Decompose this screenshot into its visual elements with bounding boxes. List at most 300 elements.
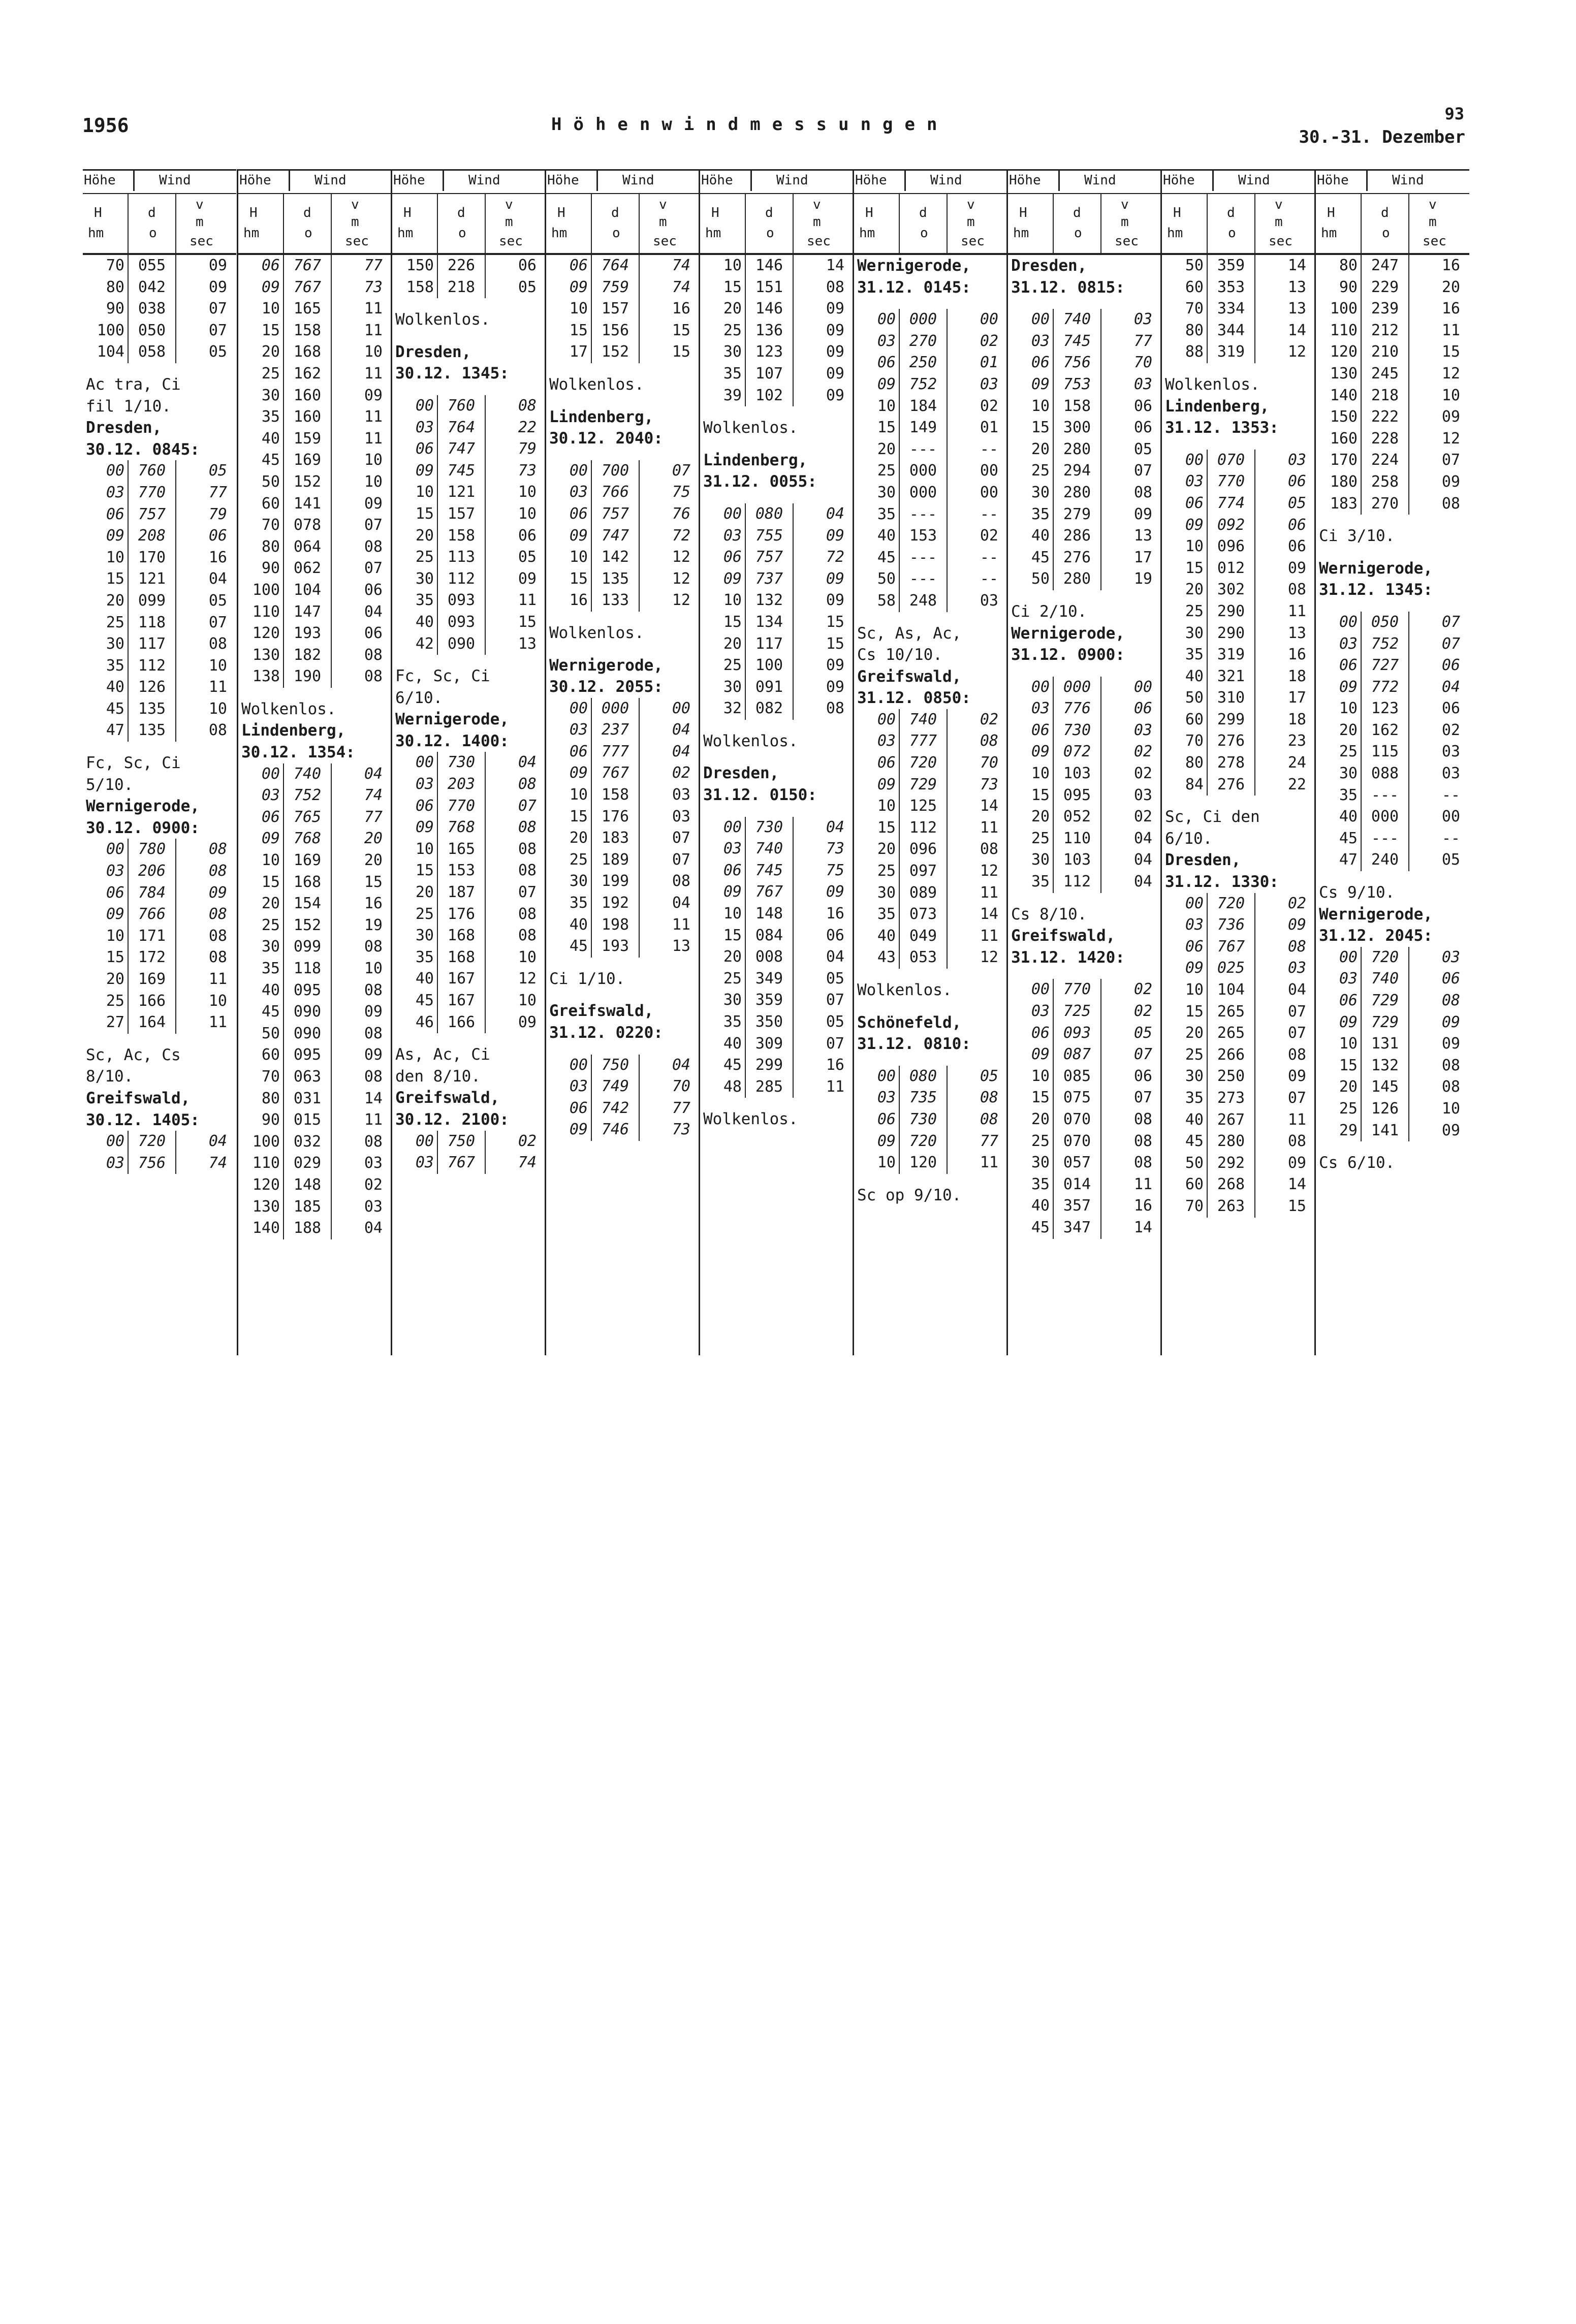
speed-cell: -- xyxy=(1441,786,1460,804)
height-cell: 25 xyxy=(106,992,124,1010)
table-row xyxy=(1162,1044,1315,1066)
speed-cell: -- xyxy=(1441,829,1460,847)
spacer-row xyxy=(700,806,854,817)
height-cell: 00 xyxy=(723,504,742,523)
header-m: m xyxy=(196,214,204,230)
speed-cell: 07 xyxy=(1287,1089,1306,1107)
speed-cell: 73 xyxy=(826,840,844,858)
table-row xyxy=(1162,558,1315,580)
spacer-row xyxy=(1162,363,1315,374)
speed-cell: 73 xyxy=(364,278,383,296)
speed-cell: 08 xyxy=(518,840,537,858)
speed-cell: 00 xyxy=(1133,678,1152,696)
table-row xyxy=(238,872,392,894)
table-row xyxy=(1008,547,1161,569)
direction-cell: 132 xyxy=(745,590,794,612)
header-hm: hm xyxy=(705,226,721,241)
table-row xyxy=(238,558,392,580)
speed-cell: 16 xyxy=(208,548,227,566)
direction-cell: 103 xyxy=(1053,763,1101,785)
direction-cell: 182 xyxy=(283,645,332,666)
table-row xyxy=(1008,741,1161,763)
direction-cell: 062 xyxy=(283,558,332,580)
table-row xyxy=(1316,968,1469,990)
speed-cell: 11 xyxy=(364,364,383,383)
height-cell: 09 xyxy=(1031,743,1050,761)
speed-cell: 00 xyxy=(980,310,998,329)
table-row xyxy=(546,482,700,503)
station-heading: Wernigerode, xyxy=(1319,559,1433,578)
direction-cell: 192 xyxy=(591,893,640,914)
table-row xyxy=(238,1066,392,1088)
direction-cell: 064 xyxy=(283,536,332,558)
speed-cell: 14 xyxy=(1287,321,1306,339)
table-row xyxy=(854,568,1007,590)
table-row xyxy=(700,946,854,968)
speed-cell: 15 xyxy=(364,873,383,891)
spacer-row xyxy=(854,612,1007,623)
table-row xyxy=(854,904,1007,926)
direction-cell: 162 xyxy=(283,363,332,385)
speed-cell: 07 xyxy=(672,829,690,847)
table-row xyxy=(83,633,236,655)
station-heading: 30.12. 0845: xyxy=(86,440,200,459)
table-row xyxy=(1316,1033,1469,1055)
height-cell: 10 xyxy=(1031,1067,1050,1085)
height-cell: 150 xyxy=(406,257,434,274)
wind-measurement-table xyxy=(83,169,1467,1355)
height-cell: 00 xyxy=(723,818,742,836)
height-cell: 09 xyxy=(106,527,124,545)
height-cell: 170 xyxy=(1330,451,1358,469)
height-cell: 03 xyxy=(569,1077,588,1096)
height-cell: 20 xyxy=(261,895,280,913)
header-H: H xyxy=(1019,205,1027,220)
speed-cell: 08 xyxy=(364,1132,383,1151)
speed-cell: 13 xyxy=(1133,527,1152,545)
table-row xyxy=(238,601,392,623)
height-cell: 20 xyxy=(1339,721,1358,739)
direction-cell: 749 xyxy=(591,1076,640,1098)
height-cell: 100 xyxy=(97,321,124,339)
speed-cell: 10 xyxy=(364,451,383,469)
speed-cell: 16 xyxy=(364,895,383,913)
speed-cell: 09 xyxy=(1133,505,1152,523)
speed-cell: 77 xyxy=(980,1132,998,1150)
speed-cell: 11 xyxy=(208,970,227,988)
spacer-row xyxy=(1316,547,1469,558)
header-deg: o xyxy=(1382,226,1390,241)
table-row xyxy=(1162,1023,1315,1044)
table-row xyxy=(392,904,546,926)
table-row xyxy=(854,1109,1007,1131)
direction-cell: 134 xyxy=(745,612,794,633)
table-row xyxy=(546,719,700,741)
direction-cell: 353 xyxy=(1207,277,1255,299)
direction-cell: 032 xyxy=(283,1131,332,1153)
direction-cell: 742 xyxy=(591,1098,640,1120)
table-row xyxy=(1316,849,1469,871)
direction-cell: 736 xyxy=(1207,914,1255,936)
table-row xyxy=(238,1023,392,1045)
height-cell: 84 xyxy=(1185,775,1204,793)
height-cell: 09 xyxy=(261,830,280,848)
speed-cell: 16 xyxy=(826,905,844,923)
table-row xyxy=(700,968,854,990)
speed-cell: 16 xyxy=(1133,1197,1152,1215)
height-cell: 48 xyxy=(723,1077,742,1096)
station-heading: Wernigerode, xyxy=(857,257,971,275)
spacer-row xyxy=(1008,968,1161,979)
direction-cell: 099 xyxy=(128,590,176,612)
speed-cell: 79 xyxy=(518,440,537,458)
direction-cell: 720 xyxy=(1361,947,1409,969)
spacer-row xyxy=(1008,666,1161,677)
table-row xyxy=(1162,774,1315,796)
direction-cell: 750 xyxy=(591,1055,640,1076)
table-row xyxy=(1162,1066,1315,1088)
speed-cell: 09 xyxy=(1287,916,1306,934)
direction-cell: 764 xyxy=(591,255,640,277)
speed-cell: 08 xyxy=(208,905,227,924)
table-row xyxy=(1008,1131,1161,1153)
direction-cell: 088 xyxy=(1361,763,1409,785)
height-cell: 29 xyxy=(1339,1121,1358,1139)
speed-cell: 10 xyxy=(364,343,383,361)
table-row xyxy=(854,309,1007,331)
direction-cell: 118 xyxy=(128,612,176,634)
station-heading: 31.12. 0850: xyxy=(857,689,971,708)
height-cell: 40 xyxy=(1339,808,1358,826)
direction-cell: 768 xyxy=(283,828,332,850)
direction-cell: 168 xyxy=(283,872,332,894)
direction-cell: 096 xyxy=(899,839,948,861)
table-row xyxy=(1162,515,1315,536)
table-row xyxy=(392,774,546,795)
speed-cell: 06 xyxy=(1441,699,1460,718)
direction-cell: 112 xyxy=(128,655,176,677)
header-H: H xyxy=(711,205,719,220)
table-row xyxy=(238,958,392,980)
direction-cell: 167 xyxy=(437,968,486,990)
height-cell: 15 xyxy=(569,321,588,339)
header-divider xyxy=(1207,194,1208,253)
speed-cell: 08 xyxy=(208,840,227,858)
height-cell: 50 xyxy=(1185,257,1204,274)
table-row xyxy=(83,947,236,969)
cloud-note: Cs 6/10. xyxy=(1319,1154,1395,1172)
header-divider xyxy=(1254,194,1255,253)
station-heading: 30.12. 1400: xyxy=(395,731,509,750)
direction-cell: 095 xyxy=(1053,785,1101,807)
height-cell: 06 xyxy=(569,1099,588,1117)
speed-cell: 11 xyxy=(672,915,690,934)
direction-cell: 104 xyxy=(283,580,332,601)
speed-cell: 77 xyxy=(364,257,383,274)
table-row xyxy=(854,947,1007,969)
speed-cell: 05 xyxy=(1287,494,1306,512)
direction-cell: 146 xyxy=(745,298,794,320)
height-cell: 100 xyxy=(252,1132,280,1151)
header-m: m xyxy=(351,214,359,230)
height-cell: 15 xyxy=(1031,419,1050,437)
cloud-note: den 8/10. xyxy=(395,1067,481,1086)
spacer-row xyxy=(1008,298,1161,309)
table-row xyxy=(238,807,392,829)
direction-cell: 089 xyxy=(899,882,948,904)
spacer-row xyxy=(83,742,236,752)
speed-cell: 09 xyxy=(826,300,844,318)
speed-cell: 11 xyxy=(364,408,383,426)
table-row xyxy=(392,417,546,439)
height-cell: 10 xyxy=(1185,537,1204,556)
table-row xyxy=(854,752,1007,774)
cloud-note: Cs 10/10. xyxy=(857,646,942,664)
cloud-note: Wolkenlos. xyxy=(1165,375,1260,394)
spacer-row xyxy=(546,1044,700,1055)
height-cell: 46 xyxy=(415,1013,434,1031)
direction-cell: 349 xyxy=(745,968,794,990)
speed-cell: 03 xyxy=(364,1197,383,1216)
height-cell: 40 xyxy=(1031,1197,1050,1215)
height-cell: 20 xyxy=(877,440,896,458)
station-heading: Greifswald, xyxy=(86,1089,191,1107)
spacer-row xyxy=(854,1174,1007,1185)
speed-cell: 73 xyxy=(518,461,537,480)
table-row xyxy=(546,568,700,590)
height-cell: 35 xyxy=(261,960,280,977)
height-cell: 60 xyxy=(261,494,280,513)
table-row xyxy=(1008,806,1161,828)
height-cell: 06 xyxy=(106,883,124,902)
header-hm: hm xyxy=(1321,226,1337,241)
table-row xyxy=(238,341,392,363)
speed-cell: 02 xyxy=(1133,980,1152,999)
height-cell: 45 xyxy=(106,699,124,718)
direction-cell: 228 xyxy=(1361,428,1409,450)
table-row xyxy=(1316,385,1469,407)
height-cell: 35 xyxy=(877,505,896,523)
table-row xyxy=(546,255,700,277)
table-row xyxy=(1162,341,1315,363)
height-cell: 25 xyxy=(723,656,742,675)
direction-cell: 053 xyxy=(899,947,948,969)
table-row xyxy=(1316,277,1469,299)
direction-cell: 080 xyxy=(745,503,794,525)
speed-cell: 04 xyxy=(672,894,690,912)
height-cell: 15 xyxy=(106,948,124,967)
speed-cell: 04 xyxy=(364,1219,383,1237)
direction-cell: 166 xyxy=(128,991,176,1012)
header-hm: hm xyxy=(1167,226,1183,241)
spacer-row xyxy=(854,1055,1007,1066)
speed-cell: 06 xyxy=(1287,472,1306,491)
direction-cell: 766 xyxy=(128,904,176,926)
table-row xyxy=(83,969,236,991)
table-row xyxy=(1162,1088,1315,1109)
table-row xyxy=(1162,666,1315,688)
direction-cell: 276 xyxy=(1207,774,1255,796)
height-cell: 15 xyxy=(723,926,742,944)
header-m: m xyxy=(1121,214,1129,230)
height-cell: 10 xyxy=(1339,699,1358,718)
direction-cell: 121 xyxy=(437,482,486,503)
table-column-5 xyxy=(699,169,854,1355)
height-cell: 06 xyxy=(877,1110,896,1128)
height-cell: 110 xyxy=(252,602,280,621)
speed-cell: 09 xyxy=(364,1046,383,1064)
header-wind: Wind xyxy=(159,173,191,188)
table-row xyxy=(392,277,546,299)
direction-cell: 229 xyxy=(1361,277,1409,299)
height-cell: 03 xyxy=(106,862,124,880)
height-cell: 50 xyxy=(1185,689,1204,707)
table-row xyxy=(1008,525,1161,547)
direction-cell: 193 xyxy=(283,623,332,645)
direction-cell: 720 xyxy=(1207,893,1255,915)
speed-cell: 10 xyxy=(364,472,383,491)
direction-cell: 075 xyxy=(1053,1087,1101,1109)
direction-cell: 171 xyxy=(128,926,176,947)
table-row xyxy=(83,612,236,634)
speed-cell: 07 xyxy=(364,559,383,578)
table-row xyxy=(1008,1044,1161,1066)
height-cell: 03 xyxy=(1031,699,1050,718)
station-heading: 31.12. 0810: xyxy=(857,1035,971,1054)
table-row xyxy=(854,504,1007,526)
table-row xyxy=(83,904,236,926)
table-row xyxy=(1162,298,1315,320)
speed-cell: 09 xyxy=(208,257,227,274)
height-cell: 60 xyxy=(1185,1175,1204,1194)
height-cell: 10 xyxy=(1031,397,1050,415)
speed-cell: 08 xyxy=(518,905,537,923)
table-row xyxy=(546,1055,700,1076)
table-row xyxy=(1008,352,1161,374)
speed-cell: 05 xyxy=(1133,440,1152,458)
height-cell: 40 xyxy=(415,613,434,631)
speed-cell: 06 xyxy=(364,624,383,643)
header-hm: hm xyxy=(1013,226,1029,241)
table-row xyxy=(238,298,392,320)
direction-cell: 000 xyxy=(591,698,640,720)
direction-cell: 058 xyxy=(128,341,176,363)
column-header xyxy=(854,169,1007,194)
speed-cell: 12 xyxy=(980,862,998,880)
height-cell: 06 xyxy=(723,861,742,879)
table-row xyxy=(1316,763,1469,785)
direction-cell: 025 xyxy=(1207,958,1255,979)
speed-cell: 04 xyxy=(672,1056,690,1074)
table-row xyxy=(1008,1217,1161,1239)
direction-cell: 014 xyxy=(1053,1174,1101,1196)
direction-cell: 142 xyxy=(591,547,640,568)
height-cell: 20 xyxy=(1185,581,1204,599)
speed-cell: 02 xyxy=(1441,721,1460,739)
height-cell: 35 xyxy=(723,1013,742,1031)
direction-cell: 115 xyxy=(1361,741,1409,763)
spacer-row xyxy=(83,363,236,374)
table-row xyxy=(83,720,236,742)
direction-cell: 125 xyxy=(899,795,948,817)
column-subheader xyxy=(392,194,546,255)
height-cell: 45 xyxy=(723,1056,742,1074)
header-H: H xyxy=(94,205,102,220)
direction-cell: 085 xyxy=(1053,1066,1101,1088)
height-cell: 20 xyxy=(415,526,434,545)
height-cell: 35 xyxy=(415,948,434,966)
speed-cell: 03 xyxy=(980,591,998,610)
speed-cell: 72 xyxy=(826,548,844,566)
direction-cell: 730 xyxy=(745,817,794,839)
speed-cell: 07 xyxy=(672,461,690,480)
direction-cell: 250 xyxy=(899,352,948,374)
table-row xyxy=(392,990,546,1012)
height-cell: 140 xyxy=(1330,386,1358,404)
direction-cell: 160 xyxy=(283,385,332,407)
height-cell: 10 xyxy=(877,397,896,415)
header-divider xyxy=(1053,194,1054,253)
table-row xyxy=(700,903,854,925)
direction-cell: 165 xyxy=(283,298,332,320)
table-row xyxy=(1162,601,1315,623)
spacer-row xyxy=(392,655,546,665)
height-cell: 15 xyxy=(1185,1002,1204,1021)
direction-cell: 131 xyxy=(1361,1033,1409,1055)
speed-cell: 00 xyxy=(672,699,690,717)
direction-cell: 169 xyxy=(283,850,332,872)
table-row xyxy=(1162,1109,1315,1131)
direction-cell: 168 xyxy=(437,925,486,947)
table-row xyxy=(83,547,236,569)
speed-cell: 16 xyxy=(1441,300,1460,318)
speed-cell: 03 xyxy=(1133,721,1152,739)
direction-cell: 776 xyxy=(1053,698,1101,720)
direction-cell: 248 xyxy=(899,590,948,612)
station-heading: 31.12. 1353: xyxy=(1165,419,1279,437)
speed-cell: 11 xyxy=(980,1154,998,1172)
speed-cell: 02 xyxy=(1133,808,1152,826)
table-row xyxy=(546,298,700,320)
height-cell: 50 xyxy=(877,570,896,588)
table-row xyxy=(1162,1174,1315,1196)
height-cell: 45 xyxy=(261,451,280,469)
direction-cell: 729 xyxy=(1361,990,1409,1012)
table-row xyxy=(238,785,392,807)
header-wind: Wind xyxy=(1392,173,1424,188)
height-cell: 104 xyxy=(97,343,124,361)
speed-cell: 03 xyxy=(672,786,690,804)
height-cell: 50 xyxy=(261,472,280,491)
table-row xyxy=(1316,341,1469,363)
speed-cell: 17 xyxy=(1287,689,1306,707)
height-cell: 35 xyxy=(1031,873,1050,891)
speed-cell: 08 xyxy=(1441,1056,1460,1074)
speed-cell: 77 xyxy=(208,483,227,501)
speed-cell: 18 xyxy=(1287,710,1306,728)
height-cell: 00 xyxy=(1339,948,1358,966)
direction-cell: 222 xyxy=(1361,406,1409,428)
station-heading: 31.12. 0900: xyxy=(1011,646,1125,664)
table-row xyxy=(1316,1012,1469,1034)
speed-cell: 70 xyxy=(1133,354,1152,372)
direction-cell: 107 xyxy=(745,363,794,385)
table-row xyxy=(546,893,700,914)
cloud-note: Ci 2/10. xyxy=(1011,602,1087,621)
height-cell: 03 xyxy=(569,483,588,501)
height-cell: 10 xyxy=(1185,981,1204,999)
station-heading: Greifswald, xyxy=(395,1089,500,1107)
